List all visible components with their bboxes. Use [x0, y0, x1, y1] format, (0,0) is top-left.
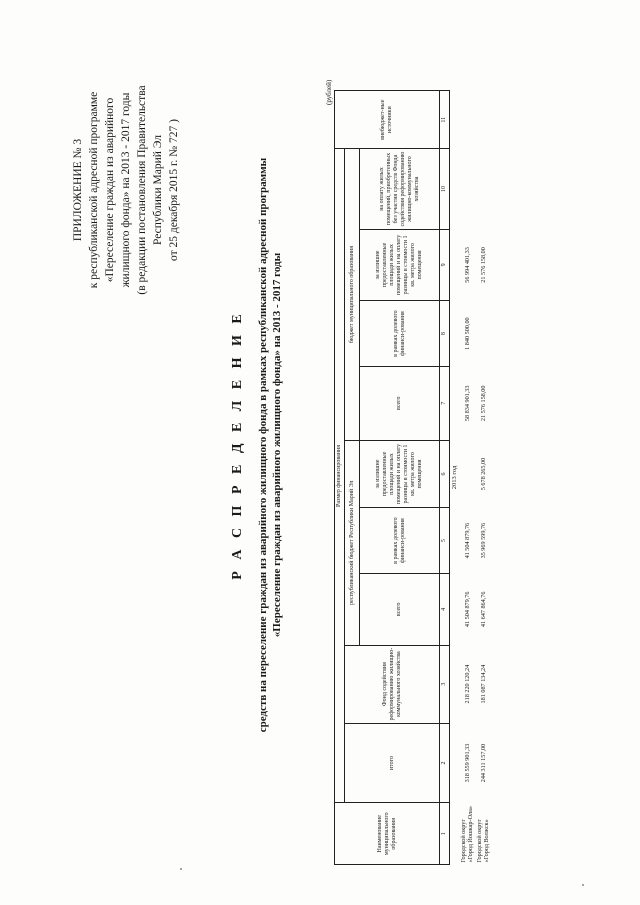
appendix-date-line: от 25 декабря 2015 г. № 727 ) — [168, 119, 180, 261]
header-rep-budget: республиканский бюджет Республики Марий Эл — [345, 440, 360, 645]
cell-mun-extra: 56 994 401,33 — [463, 247, 471, 283]
unit-label: (рублей) — [325, 79, 333, 105]
cell-rep-share: 35 969 599,76 — [479, 522, 487, 559]
cell-mun-share — [475, 301, 491, 367]
header-rep-all: всего — [360, 573, 440, 645]
document-title — [230, 45, 284, 845]
cell-offbudget — [475, 91, 491, 149]
title-main: Р А С П Р Е Д Е Л Е Н И Е — [230, 310, 245, 580]
col-index: 10 — [440, 149, 450, 229]
cell-fund: 218 220 120,24 — [463, 664, 471, 704]
col-index: 6 — [440, 440, 450, 508]
cell-fund: 181 087 134,24 — [479, 664, 487, 704]
distribution-table — [334, 90, 491, 865]
row-municipality: Городской округ «Город Волжск» — [476, 819, 490, 863]
col-index: 7 — [440, 366, 450, 440]
appendix-header — [70, 65, 182, 315]
cell-mun-utilities — [459, 149, 475, 229]
col-index: 2 — [440, 723, 450, 803]
header-total: итого — [345, 723, 440, 803]
cell-rep-extra: 5 678 265,00 — [479, 457, 487, 491]
title-sub-2: «Переселение граждан из аварийного жилищного фонда» на 2013 - 2017 годы — [271, 252, 283, 638]
header-rep-share: в рамках долевого финанси-рования — [360, 508, 440, 574]
col-index: 9 — [440, 229, 450, 301]
cell-rep-all: 41 504 879,76 — [463, 591, 471, 628]
header-mun-budget: бюджет муниципального образования — [345, 149, 360, 440]
cell-mun-extra: 21 576 158,00 — [479, 247, 487, 283]
cell-rep-all: 41 647 864,76 — [479, 591, 487, 628]
scan-speck — [180, 868, 182, 870]
cell-rep-extra — [459, 440, 475, 508]
header-offbudget: внебюджет-ные источники — [335, 91, 440, 149]
cell-rep-share: 41 504 879,76 — [463, 522, 471, 559]
col-index: 4 — [440, 573, 450, 645]
appendix-line: Республики Марий Эл — [152, 135, 164, 246]
appendix-line: (в редакции постановления Правительства — [136, 85, 148, 295]
title-sub-1: средств на переселение граждан из аварийного жилищного фонда в рамках республиканской адресной программы — [257, 157, 269, 733]
appendix-line: к республиканской адресной программе — [88, 91, 100, 289]
year-row — [450, 91, 460, 865]
col-index: 3 — [440, 645, 450, 723]
col-index: 1 — [440, 803, 450, 865]
col-index: 5 — [440, 508, 450, 574]
header-financing-size: Размер финансирования — [335, 149, 345, 803]
header-municipality: Наименование муниципального образования — [335, 803, 440, 865]
cell-mun-all: 21 576 158,00 — [479, 385, 487, 422]
header-mun-all: всего — [360, 366, 440, 440]
header-mun-extra: за излишне предоставленные площади жилых помещений и на оплату разницы в стоимости 1 кв. метра жилого помещения — [360, 229, 440, 301]
cell-total: 244 311 157,00 — [479, 743, 487, 783]
column-index-row — [440, 91, 450, 865]
cell-total: 318 559 901,33 — [463, 743, 471, 783]
cell-mun-share: 1 840 500,00 — [463, 317, 471, 350]
table-row — [475, 91, 491, 865]
cell-mun-utilities — [475, 149, 491, 229]
header-fund: Фонд содействия реформированию жилищно-коммунального хозяйства — [345, 645, 440, 723]
table-row — [459, 91, 475, 865]
cell-mun-all: 58 834 901,33 — [463, 385, 471, 422]
col-index: 8 — [440, 301, 450, 367]
header-mun-utilities: на оплату жилых помещений, приобретенных без участия средств Фонда содействия реформированию жилищно-коммунального хозяйства — [360, 149, 440, 229]
row-municipality: Городской округ «Город Йошкар-Ола» — [460, 806, 474, 863]
header-mun-share: в рамках долевого финанси-рования — [360, 301, 440, 367]
year-label: 2013 год — [451, 465, 458, 490]
appendix-line: жилищного фонда» на 2013 - 2017 годы — [120, 92, 132, 288]
appendix-line: «Переселение граждан из аварийного — [104, 97, 116, 283]
header-rep-extra: за излишне предоставленные площади жилых помещений и на оплату разницы в стоимости 1 кв. метра жилого помещения — [360, 440, 440, 508]
scan-speck — [582, 884, 584, 886]
appendix-title: ПРИЛОЖЕНИЕ № 3 — [72, 138, 84, 242]
cell-offbudget — [459, 91, 475, 149]
col-index: 11 — [440, 91, 450, 149]
